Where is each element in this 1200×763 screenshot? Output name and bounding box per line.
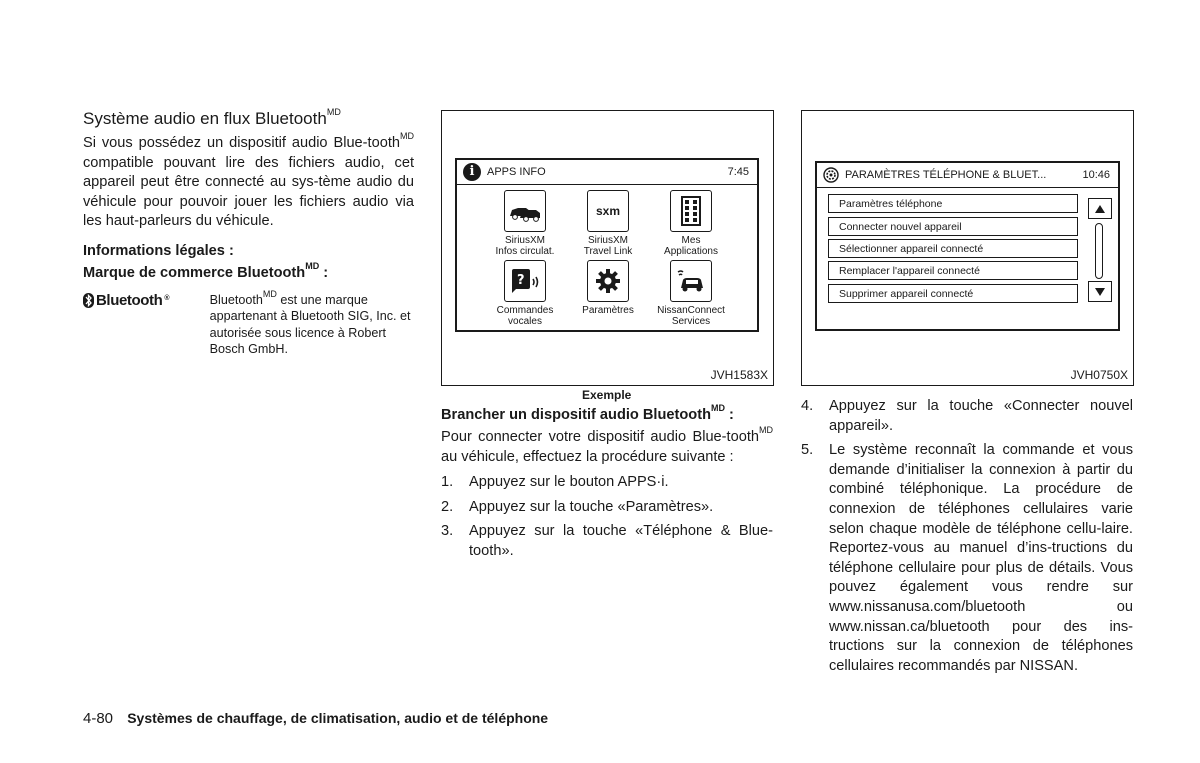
middle-column — [441, 404, 773, 567]
page-footer — [83, 710, 548, 727]
app-nissanconnect-services[interactable]: NissanConnect Services — [647, 260, 735, 327]
bluetooth-icon — [83, 293, 94, 308]
legal-heading: Informations légales : — [83, 242, 234, 259]
right-column — [801, 397, 1133, 681]
settings-gear-icon — [823, 167, 839, 183]
figure-code: JVH1583X — [710, 368, 768, 382]
arrow-up-icon — [1094, 204, 1106, 214]
steps-list — [441, 473, 773, 561]
svg-text:?: ? — [517, 273, 525, 288]
app-siriusxm-traffic[interactable]: SiriusXM Infos circulat. — [485, 190, 565, 257]
apps-grid-icon — [670, 190, 712, 232]
menu-item-phone-settings[interactable]: Paramètres téléphone — [828, 194, 1078, 213]
screen-header — [817, 163, 1118, 188]
menu-item-delete-connected-device[interactable]: Supprimer appareil connecté — [828, 284, 1078, 303]
figure-apps-info — [441, 110, 774, 386]
footer-title: Systèmes de chauffage, de climatisation, audio et de téléphone — [127, 710, 549, 726]
menu-item-connect-new-device[interactable]: Connecter nouvel appareil — [828, 217, 1078, 236]
screen-title: APPS INFO — [487, 166, 546, 178]
traffic-cars-icon — [504, 190, 546, 232]
screen-header — [457, 160, 757, 185]
apps-info-screen — [455, 158, 759, 332]
bluetooth-logo: Bluetooth ® — [83, 292, 210, 310]
list-item: 3. Appuyez sur la touche «Téléphone & Blue-tooth». — [441, 523, 773, 559]
app-voice-commands[interactable]: ? Commandes vocales — [485, 260, 565, 327]
scroll-down-button[interactable] — [1088, 281, 1112, 302]
trademark-row — [83, 288, 414, 357]
connected-car-icon — [670, 260, 712, 302]
screen-clock: 10:46 — [1082, 169, 1110, 181]
section-title: Système audio en flux Bluetooth$^{MD}$ — [83, 107, 341, 128]
screen-title: PARAMÈTRES TÉLÉPHONE & BLUET... — [845, 169, 1047, 181]
gear-icon — [587, 260, 629, 302]
figure-phone-settings — [801, 110, 1134, 386]
app-settings[interactable]: Paramètres — [568, 260, 648, 316]
connect-intro: Pour connecter votre dispositif audio Blue-tooth$^{MD}$ au véhicule, effectuez la procédure suivante : — [441, 425, 773, 465]
info-icon: i — [463, 163, 481, 181]
scrollbar-track[interactable] — [1095, 223, 1103, 279]
list-item: 1. Appuyez sur le bouton APPS·i. — [441, 474, 669, 491]
arrow-down-icon — [1094, 287, 1106, 297]
app-my-applications[interactable]: Mes Applications — [651, 190, 731, 257]
menu-item-select-connected-device[interactable]: Sélectionner appareil connecté — [828, 239, 1078, 258]
voice-command-icon — [504, 260, 546, 302]
steps-list-continued — [801, 397, 1133, 676]
list-item: 4. Appuyez sur la touche «Connecter nouvel appareil». — [801, 398, 1133, 434]
list-item: 5. Le système reconnaît la commande et vous demande d’initialiser la connexion à partir du combiné téléphonique. La procédure de connexion de téléphones cellulaires varie selon chaque modèle de téléphone cellu-laire. Reportez-vous au manuel d’ins-tructions du téléphone cellulaire pour plus de détails. Vous pouvez également vous rendre sur www.nissanusa.com/bluetooth ou www.nissan.ca/bluetooth pour des ins-tructions sur la connexion de téléphones cellulaires recommandés par NISSAN. — [801, 442, 1133, 674]
figure-caption: Exemple — [582, 388, 632, 402]
page-number: 4-80 — [83, 710, 114, 727]
trademark-text: Bluetooth$^{MD}$ est une marque appartenant à Bluetooth SIG, Inc. et autorisée sous licence à Robert Bosch GmbH. — [209, 288, 411, 356]
sxm-icon: sxm — [587, 190, 629, 232]
menu-item-replace-connected-device[interactable]: Remplacer l'appareil connecté — [828, 261, 1078, 280]
screen-clock: 7:45 — [727, 166, 749, 178]
left-column — [83, 108, 414, 357]
scroll-up-button[interactable] — [1088, 198, 1112, 219]
figure-code: JVH0750X — [1070, 368, 1128, 382]
trademark-heading: Marque de commerce Bluetooth$^{MD}$ : — [83, 261, 329, 281]
phone-settings-screen — [815, 161, 1120, 331]
intro-paragraph: Si vous possédez un dispositif audio Blue-tooth$^{MD}$ compatible pouvant lire des fichiers audio, cet appareil peut être connecté au sys-tème audio du véhicule pour pouvoir jouer les fichiers audio via les haut-parleurs du véhicule. — [83, 131, 414, 230]
list-item: 2. Appuyez sur la touche «Paramètres». — [441, 498, 714, 515]
app-siriusxm-travel-link[interactable]: sxm SiriusXM Travel Link — [568, 190, 648, 257]
connect-heading: Brancher un dispositif audio Bluetooth$^{MD}$ : — [441, 403, 734, 423]
